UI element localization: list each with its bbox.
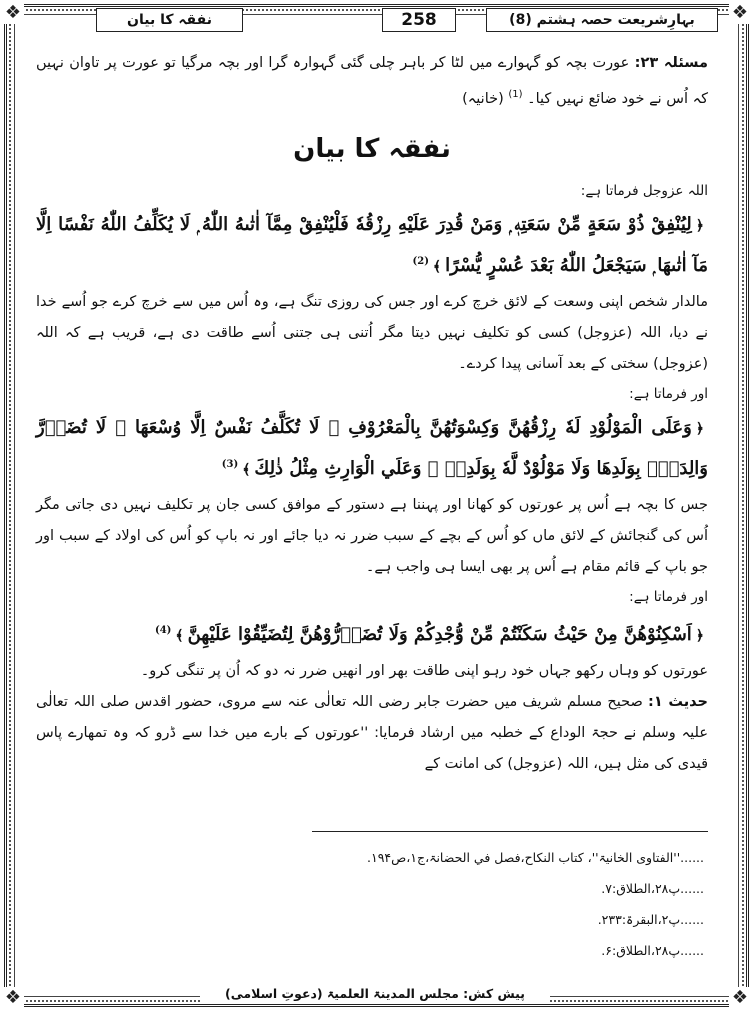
footnote-item: ......پ۲۸،الطلاق:۶. <box>601 943 704 958</box>
ayah-verse <box>36 613 708 654</box>
ayah-verse <box>36 207 708 285</box>
footnotes <box>36 842 708 966</box>
corner-ornament-icon: ❖ <box>2 2 24 24</box>
footnote-item: ......''الفتاوی الخانیۃ''، کتاب النکاح،فصل في الحضانۃ،ج۱،ص۱۹۴. <box>367 850 704 865</box>
footnote-ref: (3) <box>221 458 239 470</box>
page-body <box>36 48 708 780</box>
ayah-bracket-icon: ﴾ <box>432 258 442 275</box>
translation-text: مالدار شخص اپنی وسعت کے لائق خرچ کرے اور جس کی روزی تنگ ہے، وہ اُس میں سے خرچ کرے جو اُسے خدا نے دیا، اللہ (عزوجل) کسی کو تکلیف نہیں دیتا مگر اُتنی ہی جتنی اُسے طاقت دی ہے، قریب ہے کہ اللہ (عزوجل) سختی کے بعد آسانی پیدا کردے۔ <box>36 293 708 372</box>
footnote-ref: (4) <box>154 624 172 636</box>
translation-text: جس کا بچہ ہے اُس پر عورتوں کو کھانا اور پہننا ہے دستور کے موافق کسی جان پر تکلیف نہیں دی جاتی مگر اُس کی گنجائش کے لائق ماں کو اُس کے بچے کے سبب ضرر نہ دیا جائے اور نہ باپ کو اُس کی اولاد کے سبب اور جو باپ کے قائم مقام ہے اُس پر بھی ایسا ہی واجب ہے۔ <box>36 496 708 575</box>
masala-text: عورت بچہ کو گہوارے میں لٹا کر باہر چلی گئی گہوارہ گرا اور بچہ مرگیا تو عورت پر تاوان نہیں کہ اُس نے خود ضائع نہیں کیا۔ <box>36 55 708 107</box>
masala-paragraph <box>36 48 708 115</box>
footnote-item: ......پ۲۸،الطلاق:۷. <box>601 881 704 896</box>
corner-ornament-icon: ❖ <box>729 987 751 1009</box>
ayah-bracket-icon: ﴿ <box>695 420 704 437</box>
ayah-bracket-icon: ﴾ <box>242 461 251 478</box>
masala-source: (خانیہ) <box>462 90 504 107</box>
ayah-bracket-icon: ﴿ <box>695 217 704 234</box>
ayah-text: اَسْكِنُوْهُنَّ مِنْ حَيْثُ سَكَنْتُمْ مِّنْ وُّجْدِكُمْ وَلَا تُضَاۗرُّوْهُنَّ لِتُضَيِّقُوْا عَلَيْهِنَّ <box>187 623 692 645</box>
footnote-divider <box>312 831 708 832</box>
footnote-ref: (2) <box>412 255 429 267</box>
section-title: نفقہ کا بیان <box>293 133 451 164</box>
ayah-bracket-icon: ﴿ <box>695 627 704 644</box>
ayah-text: لِيُنْفِقْ ذُوْ سَعَةٍ مِّنْ سَعَتِهٖ ۭ وَمَنْ قُدِرَ عَلَيْهِ رِزْقُهٗ فَلْيُنْفِقْ مِمَّآ اٰتٰىهُ اللّٰهُ ۭ لَا يُكَلِّفُ اللّٰهُ نَفْسًا اِلَّا مَآ اٰتٰىهَا ۭ سَيَجْعَلُ اللّٰهُ بَعْدَ عُسْرٍ يُّسْرًا <box>36 213 708 276</box>
intro-text: اور فرماتا ہے: <box>629 588 708 605</box>
masala-label: مسئلہ ۲۳: <box>634 55 709 71</box>
footnote-ref: (1) <box>508 89 523 100</box>
ayah-text: وَعَلَى الْمَوْلُوْدِ لَهٗ رِزْقُهُنَّ وَكِسْوَتُهُنَّ بِالْمَعْرُوْفِ ۭ لَا تُكَلَّفُ نَفْسٌ اِلَّا وُسْعَهَا ۚ لَا تُضَاۗرَّ وَالِدَةٌۢ بِوَلَدِھَا وَلَا مَوْلُوْدٌ لَّهٗ بِوَلَدِهٖ ۤ وَعَلَي الْوَارِثِ مِثْلُ ذٰلِكَ <box>36 416 708 479</box>
corner-ornament-icon: ❖ <box>729 2 751 24</box>
ayah-verse <box>36 410 708 488</box>
intro-text: اللہ عزوجل فرماتا ہے: <box>580 182 708 199</box>
intro-text: اور فرماتا ہے: <box>629 385 708 402</box>
translation-text: عورتوں کو وہاں رکھو جہاں خود رہو اپنی طاقت بھر اور انھیں ضرر نہ دو کہ اُن پر تنگی کرو۔ <box>140 662 708 679</box>
page-number: 258 <box>382 8 456 32</box>
page-header <box>96 8 718 32</box>
ayah-bracket-icon: ﴾ <box>175 627 184 644</box>
page-footer: پیش کش: مجلس المدینۃ العلمیۃ (دعوتِ اسلامی) <box>200 984 550 1004</box>
chapter-title: نفقہ کا بیان <box>96 8 243 32</box>
hadith-paragraph <box>36 687 708 780</box>
hadith-label: حدیث ۱: <box>648 693 709 710</box>
book-title: بہارِشریعت حصہ ہشتم (8) <box>486 8 718 32</box>
corner-ornament-icon: ❖ <box>2 987 24 1009</box>
hadith-text: صحیح مسلم شریف میں حضرت جابر رضی اللہ تعالٰی عنہ سے مروی، حضور اقدس صلی اللہ تعالٰی علیہ وسلم نے حجۃ الوداع کے خطبہ میں ارشاد فرمایا: ''عورتوں کے بارے میں خدا سے ڈرو کہ وہ تمھارے پاس قیدی کی مثل ہیں، اللہ (عزوجل) کی امانت کے <box>36 693 708 772</box>
footnote-item: ......پ۲،البقرۃ:۲۳۳. <box>597 912 704 927</box>
